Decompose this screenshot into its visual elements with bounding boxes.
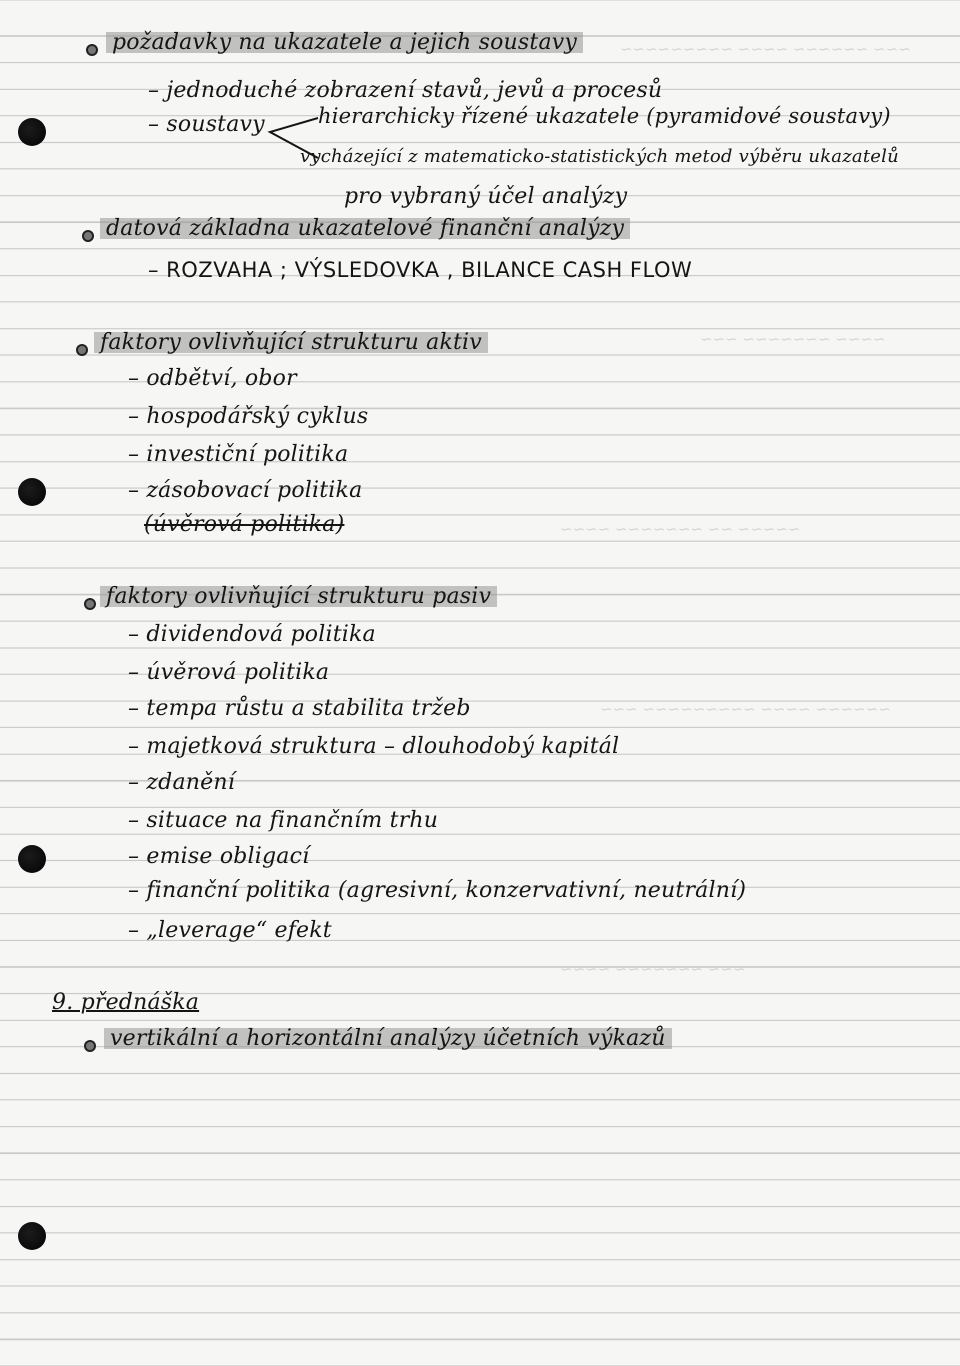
note-line: – jednoduché zobrazení stavů, jevů a procesů [148, 78, 663, 103]
list-item: – odbětví, obor [128, 366, 297, 391]
note-line: – ROZVAHA ; VÝSLEDOVKA , BILANCE CASH FLOW [148, 258, 693, 282]
bleed-through-marks: ~~~ ~~~~~~~ ~~~~ [560, 960, 746, 978]
section-heading [104, 1026, 672, 1051]
heading-text: datová základna ukazatelové finanční analýzy [100, 216, 630, 241]
note-line: – soustavy [148, 112, 265, 137]
binder-hole [18, 118, 46, 146]
list-item: – situace na finančním trhu [128, 808, 439, 833]
bleed-through-marks: ~~~~~~ ~~~~ ~~~~~~~~~ ~~~ [600, 700, 891, 718]
lecture-title: 9. přednáška [52, 990, 200, 1015]
note-line: vycházející z matematicko-statistických metod výběru ukazatelů [300, 146, 899, 167]
heading-text: vertikální a horizontální analýzy účetních výkazů [104, 1026, 672, 1051]
note-line: pro vybraný účel analýzy [344, 184, 628, 209]
bleed-through-marks: ~~~~~ ~~ ~~~~~~~ ~~~~ [560, 520, 801, 538]
list-item: – investiční politika [128, 442, 349, 467]
list-item: – úvěrová politika [128, 660, 330, 685]
bleed-through-marks: ~~~ ~~~~~~ ~~~~ ~~~~~~~~~ [620, 40, 911, 58]
list-item: – tempa růstu a stabilita tržeb [128, 696, 471, 721]
binder-hole [18, 478, 46, 506]
section-heading [100, 584, 497, 609]
list-item: – dividendová politika [128, 622, 376, 647]
section-heading [100, 216, 630, 241]
note-line: hierarchicky řízené ukazatele (pyramidové soustavy) [318, 104, 891, 128]
section-heading [106, 30, 583, 55]
bullet-point [82, 230, 94, 242]
list-item: – hospodářský cyklus [128, 404, 369, 429]
heading-text: faktory ovlivňující strukturu pasiv [100, 584, 497, 609]
list-item: – majetková struktura – dlouhodobý kapitál [128, 734, 620, 759]
heading-text: faktory ovlivňující strukturu aktiv [94, 330, 488, 355]
list-item: – emise obligací [128, 844, 310, 869]
section-heading [94, 330, 488, 355]
struck-item: (úvěrová politika) [144, 512, 345, 537]
bleed-through-marks: ~~~~ ~~~~~~~ ~~~ [700, 330, 886, 348]
bullet-point [76, 344, 88, 356]
list-item: – finanční politika (agresivní, konzervativní, neutrální) [128, 878, 747, 903]
bullet-point [84, 598, 96, 610]
binder-hole [18, 1222, 46, 1250]
list-item: – „leverage“ efekt [128, 918, 332, 943]
list-item: – zdanění [128, 770, 235, 795]
list-item: – zásobovací politika [128, 478, 363, 503]
bullet-point [86, 44, 98, 56]
heading-text: požadavky na ukazatele a jejich soustavy [106, 30, 583, 55]
bullet-point [84, 1040, 96, 1052]
binder-hole [18, 845, 46, 873]
